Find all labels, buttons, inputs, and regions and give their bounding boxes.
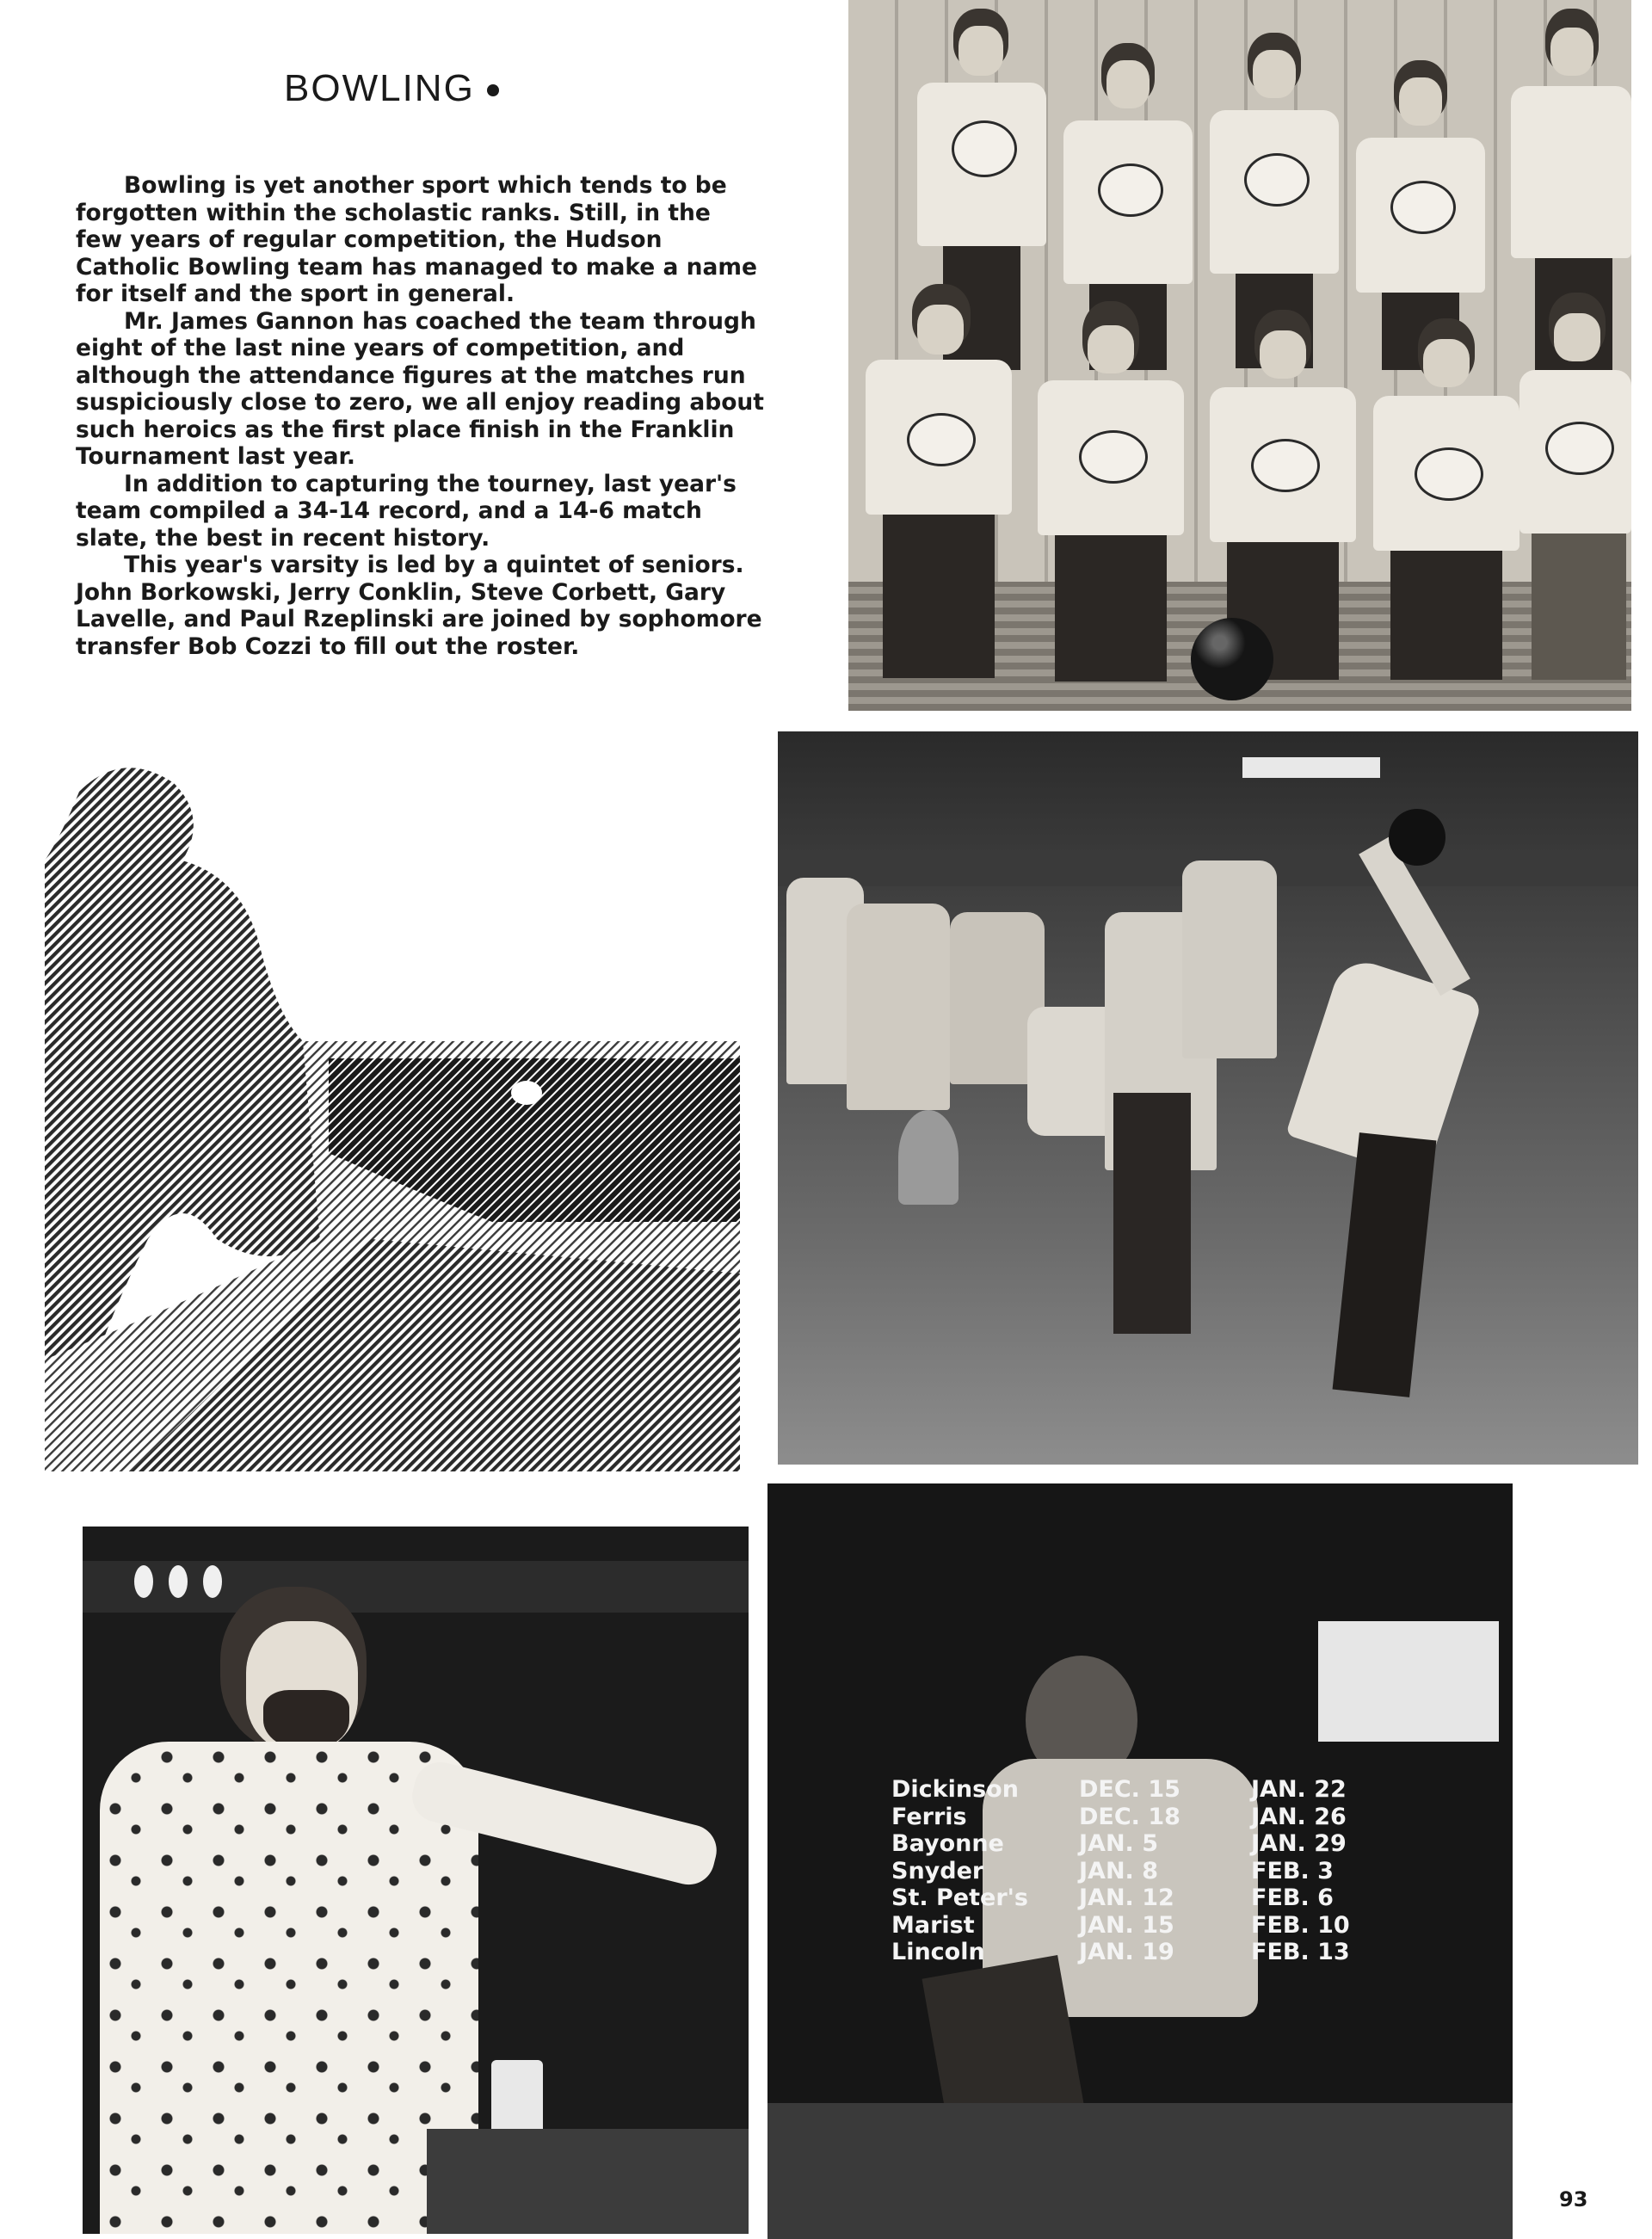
team-member bbox=[1038, 301, 1184, 680]
light-fixture bbox=[134, 1565, 153, 1598]
bowling-ball bbox=[1191, 618, 1273, 700]
lane-floor bbox=[767, 2103, 1513, 2239]
bowler-pants bbox=[1333, 1132, 1437, 1397]
onlooker bbox=[1182, 860, 1277, 1058]
page-number: 93 bbox=[1559, 2187, 1588, 2211]
schedule-date-second: JAN. 22 bbox=[1251, 1776, 1347, 1803]
schedule-date-second: JAN. 26 bbox=[1251, 1803, 1347, 1830]
coach-photo bbox=[83, 1527, 749, 2234]
schedule-photo bbox=[767, 1483, 1513, 2239]
schedule-date-first: JAN. 8 bbox=[1079, 1857, 1158, 1884]
ceiling-light bbox=[1242, 757, 1380, 778]
team-member bbox=[1373, 318, 1519, 680]
article-paragraph: Bowling is yet another sport which tends to be forgotten within the scholastic ranks. Still, in the few years of regular competition, the Hudson Catholic Bowling team has managed to make a name for itself and the sport in general. bbox=[76, 172, 757, 307]
schedule-date-first: DEC. 15 bbox=[1079, 1776, 1180, 1803]
schedule-opponent: Ferris bbox=[891, 1803, 967, 1830]
schedule-opponent: Dickinson bbox=[891, 1776, 1019, 1803]
light-fixture bbox=[169, 1565, 188, 1598]
onlooker bbox=[847, 904, 950, 1110]
halftone-graphic bbox=[45, 757, 740, 1471]
ball-return bbox=[898, 1110, 959, 1205]
article-paragraph: This year's varsity is led by a quintet of seniors. John Borkowski, Jerry Conklin, Steve Corbett, Gary Lavelle, and Paul Rzeplinski are joined by sophomore transfer Bob Cozzi to fill out the roster. bbox=[76, 552, 762, 660]
schedule-date-second: FEB. 6 bbox=[1251, 1884, 1334, 1911]
action-bowling-photo bbox=[778, 731, 1638, 1465]
schedule-date-second: FEB. 13 bbox=[1251, 1939, 1350, 1965]
light-fixture bbox=[203, 1565, 222, 1598]
schedule-date-first: JAN. 19 bbox=[1079, 1939, 1174, 1965]
schedule-date-first: DEC. 18 bbox=[1079, 1803, 1180, 1830]
article-paragraph: In addition to capturing the tourney, last year's team compiled a 34-14 record, and a 14-6 match slate, the best in recent history. bbox=[76, 470, 737, 552]
schedule-date-first: JAN. 15 bbox=[1079, 1911, 1174, 1939]
schedule-date-second: FEB. 3 bbox=[1251, 1857, 1334, 1884]
schedule-opponent: Marist bbox=[891, 1911, 975, 1939]
counter bbox=[427, 2129, 749, 2234]
schedule-date-first: JAN. 12 bbox=[1079, 1884, 1174, 1911]
halftone-bowler-photo bbox=[45, 757, 740, 1471]
bowling-ball bbox=[1389, 809, 1446, 866]
schedule-opponent: Snyder bbox=[891, 1857, 984, 1884]
pin-sign bbox=[1318, 1621, 1499, 1742]
team-member bbox=[866, 284, 1012, 680]
onlooker-pants bbox=[1113, 1093, 1191, 1334]
team-member bbox=[1519, 293, 1631, 680]
schedule-date-second: JAN. 29 bbox=[1251, 1830, 1347, 1857]
page-title bbox=[284, 67, 499, 110]
schedule-date-first: JAN. 5 bbox=[1079, 1830, 1158, 1857]
article-body bbox=[76, 172, 764, 660]
article-paragraph: Mr. James Gannon has coached the team through eight of the last nine years of competition, and although the attendance figures at the matches run suspiciously close to zero, we all enjoy reading about such heroics as the first place finish in the Franklin Tournament last year. bbox=[76, 307, 764, 470]
schedule-opponent: Lincoln bbox=[891, 1939, 985, 1965]
page-title-text: BOWLING bbox=[284, 67, 475, 109]
bullet-dot-icon bbox=[487, 84, 499, 96]
schedule-date-second: FEB. 10 bbox=[1251, 1911, 1350, 1939]
schedule-opponent: Bayonne bbox=[891, 1830, 1004, 1857]
schedule-opponent: St. Peter's bbox=[891, 1884, 1028, 1911]
team-photo bbox=[848, 0, 1631, 711]
